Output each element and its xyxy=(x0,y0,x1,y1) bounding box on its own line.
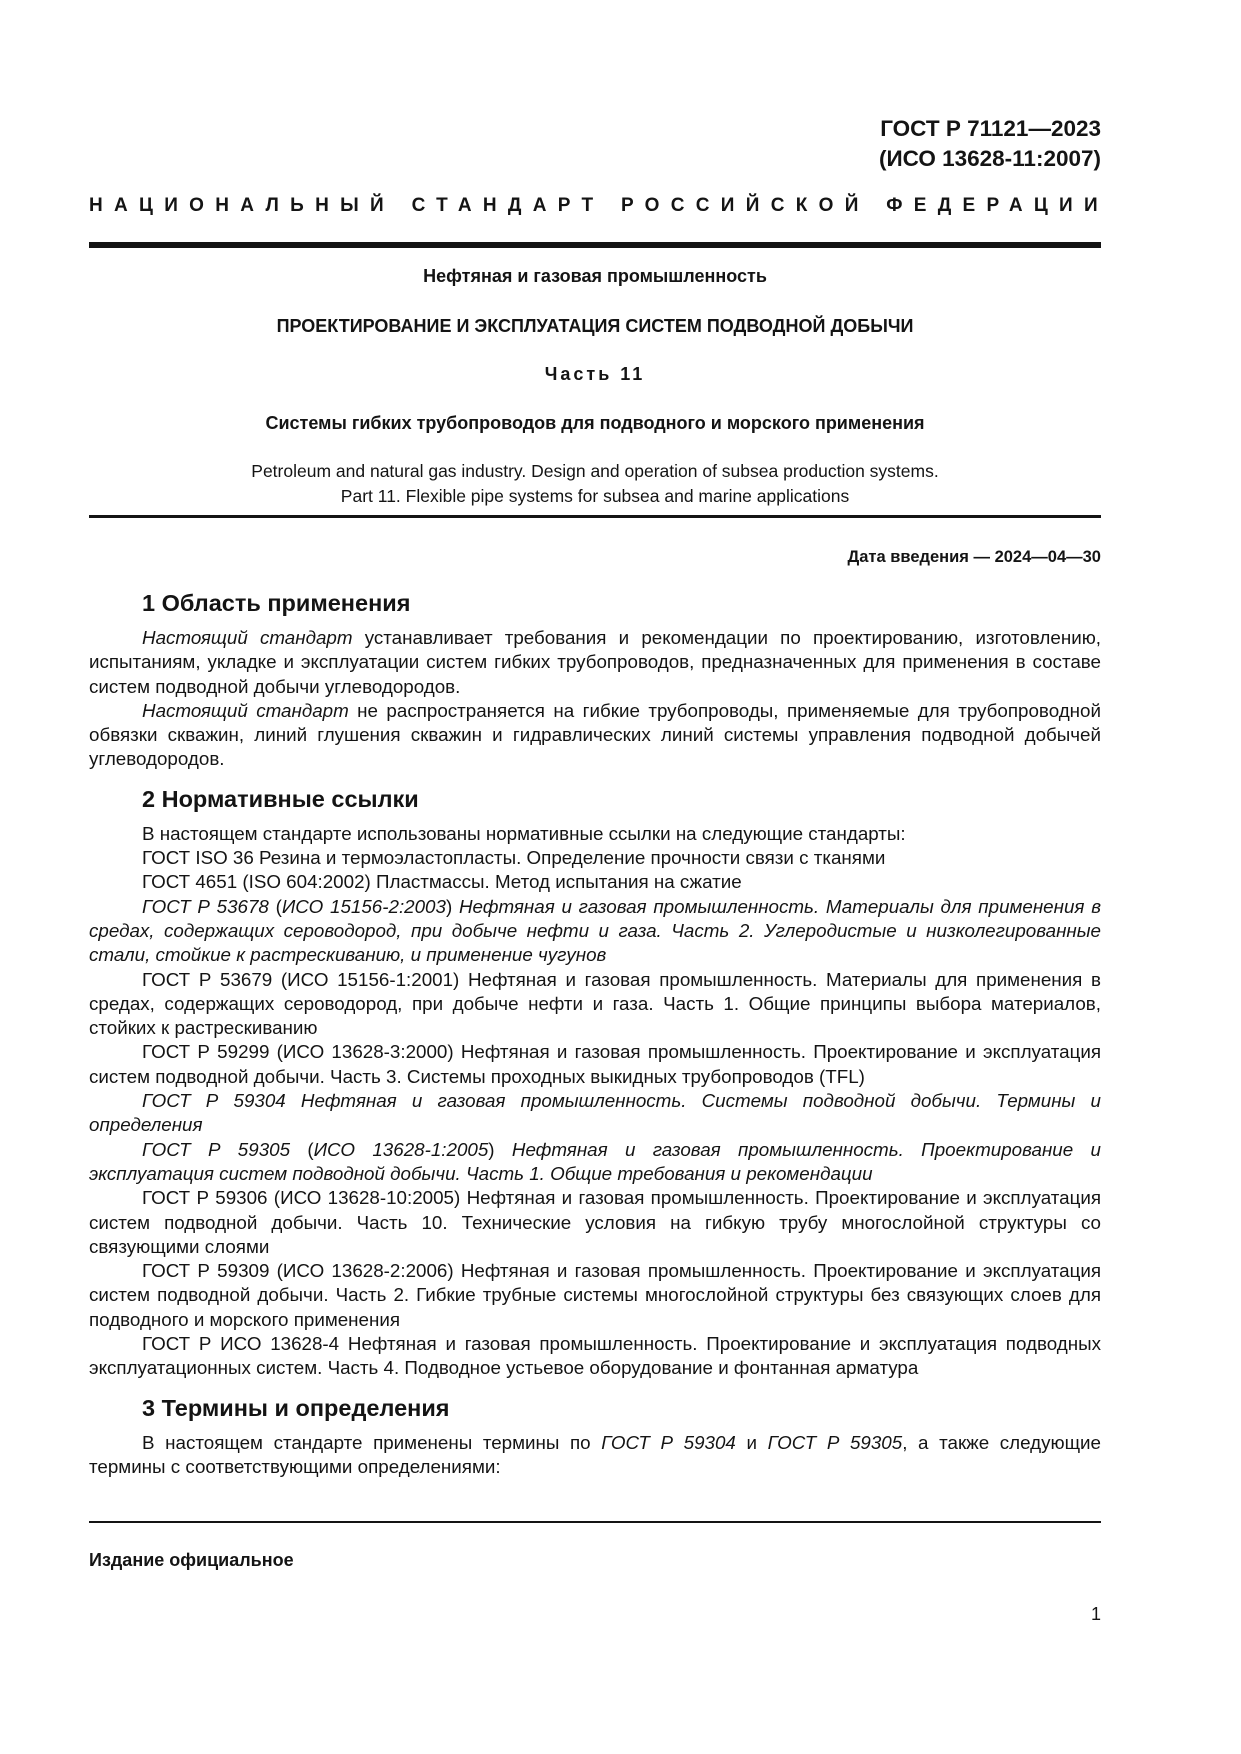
english-title xyxy=(89,459,1101,509)
part-title: Часть 11 xyxy=(544,364,646,384)
reference-item: ГОСТ 4651 (ISO 604:2002) Пластмассы. Метод испытания на сжатие xyxy=(142,871,742,893)
reference-item: ГОСТ Р 53679 (ИСО 15156-1:2001) Нефтяная и газовая промышленность. Материалы для применения в средах, содержащих сероводород, при добыче нефти и газа. Часть 1. Общие принципы выбора материалов, стойких к растрескиванию xyxy=(89,968,1101,1039)
scope-paragraph-2: Настоящий стандарт не распространяется на гибкие трубопроводы, применяемые для трубопроводной обвязки скважин, линий глушения скважин и гидравлических линий системы управления подводной добычей углеводородов. xyxy=(89,699,1101,770)
introduction-date: Дата введения — 2024—04—30 xyxy=(847,548,1101,566)
reference-item: ГОСТ Р 53678 (ИСО 15156-2:2003) Нефтяная и газовая промышленность. Материалы для применения в средах, содержащих сероводород, при добыче нефти и газа. Часть 2. Углеродистые и низколегированные стали, стойкие к растрескиванию, и применение чугунов xyxy=(89,895,1101,966)
header-rule xyxy=(89,242,1101,248)
main-title: ПРОЕКТИРОВАНИЕ И ЭКСПЛУАТАЦИЯ СИСТЕМ ПОДВОДНОЙ ДОБЫЧИ xyxy=(276,316,914,336)
reference-item: ГОСТ Р 59309 (ИСО 13628-2:2006) Нефтяная и газовая промышленность. Проектирование и эксплуатация систем подводной добычи. Часть 2. Гибкие трубные системы многослойной структуры без связующих слоев для подводного и морского применения xyxy=(89,1260,1101,1330)
english-title-line-1: Petroleum and natural gas industry. Design and operation of subsea production systems. xyxy=(251,461,939,481)
references-intro: В настоящем стандарте использованы нормативные ссылки на следующие стандарты: xyxy=(142,822,906,844)
subtitle: Системы гибких трубопроводов для подводного и морского применения xyxy=(265,413,925,433)
footer-rule xyxy=(89,1521,1101,1523)
standard-code: ГОСТ Р 71121—2023 xyxy=(880,116,1101,141)
official-edition-label: Издание официальное xyxy=(89,1550,294,1570)
section-heading-scope: 1 Область применения xyxy=(142,590,411,616)
iso-code: (ИСО 13628-11:2007) xyxy=(879,146,1101,171)
page-number: 1 xyxy=(1090,1604,1101,1624)
document-body xyxy=(89,588,1101,1479)
english-title-line-2: Part 11. Flexible pipe systems for subsea and marine applications xyxy=(340,486,850,506)
standard-designation xyxy=(879,114,1101,174)
title-block-rule xyxy=(89,515,1101,518)
national-standard-title: НАЦИОНАЛЬНЫЙ СТАНДАРТ РОССИЙСКОЙ ФЕДЕРАЦИИ xyxy=(89,195,1109,216)
reference-item: ГОСТ ISO 36 Резина и термоэластопласты. Определение прочности связи с тканями xyxy=(142,847,886,869)
terms-paragraph: В настоящем стандарте применены термины по ГОСТ Р 59304 и ГОСТ Р 59305, а также следующие термины с соответствующими определениями: xyxy=(89,1431,1101,1477)
reference-item: ГОСТ Р 59305 (ИСО 13628-1:2005) Нефтяная и газовая промышленность. Проектирование и эксплуатация систем подводной добычи. Часть 1. Общие требования и рекомендации xyxy=(89,1138,1101,1184)
reference-item: ГОСТ Р ИСО 13628-4 Нефтяная и газовая промышленность. Проектирование и эксплуатация подводных эксплуатационных систем. Часть 4. Подводное устьевое оборудование и фонтанная арматура xyxy=(89,1333,1101,1379)
reference-item: ГОСТ Р 59304 Нефтяная и газовая промышленность. Системы подводной добычи. Термины и определения xyxy=(89,1090,1101,1136)
section-heading-terms: 3 Термины и определения xyxy=(142,1394,450,1421)
industry-title: Нефтяная и газовая промышленность xyxy=(423,266,767,286)
section-heading-references: 2 Нормативные ссылки xyxy=(142,785,419,812)
reference-item: ГОСТ Р 59299 (ИСО 13628-3:2000) Нефтяная и газовая промышленность. Проектирование и эксплуатация систем подводной добычи. Часть 3. Системы проходных выкидных трубопроводов (TFL) xyxy=(89,1041,1101,1087)
reference-item: ГОСТ Р 59306 (ИСО 13628-10:2005) Нефтяная и газовая промышленность. Проектирование и эксплуатация систем подводной добычи. Часть 10. Технические условия на гибкую трубу многослойной структуры со связующими слоями xyxy=(89,1187,1101,1257)
scope-paragraph-1: Настоящий стандарт устанавливает требования и рекомендации по проектированию, изготовлению, испытаниям, укладке и эксплуатации систем гибких трубопроводов, предназначенных для применения в составе систем подводной добычи углеводородов. xyxy=(89,627,1101,697)
